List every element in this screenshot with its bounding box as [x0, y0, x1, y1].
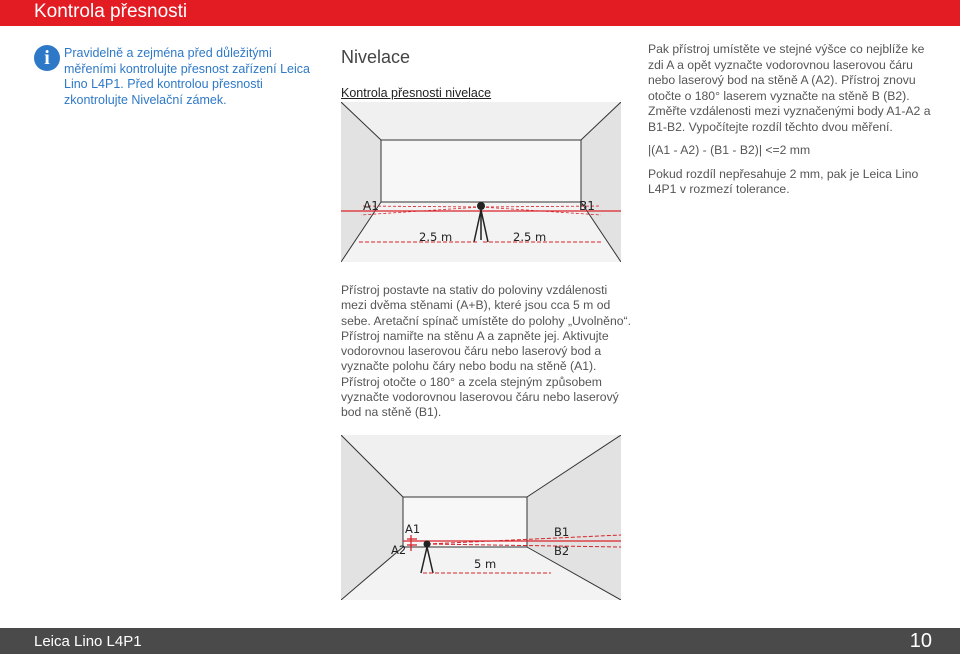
- dist-label: 5 m: [474, 557, 497, 571]
- figure-center-setup: [341, 102, 621, 262]
- right-column: [648, 42, 934, 206]
- label-a1: A1: [405, 522, 421, 536]
- info-icon: i: [34, 45, 60, 71]
- footer-doc-name: Leica Lino L4P1: [34, 633, 142, 650]
- procedure-text: Přístroj postavte na stativ do poloviny vzdálenosti mezi dvěma stěnami (A+B), které jsou cca 5 m od sebe. Aretační spínač umístěte do polohy „Uvolněno“. Přístroj namiřte na stěnu A a zapněte jej. Aktivujte vodorovnou laserovou čáru nebo laserový bod a vyznačte polohu čáry nebo bodu na stěně (A1). Přístroj otočte o 180° a zcela stejným způsobem vyznačte vodorovnou laserovou čáru nebo laserový bod na stěně (B1).: [341, 283, 631, 420]
- formula: |(A1 - A2) - (B1 - B2)| <=2 mm: [648, 143, 811, 157]
- section-subtitle: Kontrola přesnosti nivelace: [341, 86, 492, 100]
- footer-bar: [0, 628, 960, 654]
- dist-right: 2.5 m: [513, 230, 547, 244]
- section-title: Nivelace: [341, 47, 411, 67]
- figure2-svg: [341, 435, 621, 600]
- figure-wall-setup: [341, 435, 621, 600]
- label-b1: B1: [579, 199, 595, 213]
- page-number: 10: [909, 630, 932, 652]
- label-a2: A2: [391, 543, 407, 557]
- info-note: Pravidelně a zejména před důležitými měřeními kontrolujte přesnost zařízení Leica Lino L4P1. Před kontrolou přesnosti zkontrolujte Nivelační zámek.: [64, 46, 310, 107]
- right-paragraph-3: Pokud rozdíl nepřesahuje 2 mm, pak je Leica Lino L4P1 v rozmezí tolerance.: [648, 166, 919, 196]
- dist-left: 2.5 m: [419, 230, 453, 244]
- page-title: Kontrola přesnosti: [34, 1, 188, 22]
- figure1-svg: [341, 102, 621, 262]
- label-b2: B2: [554, 544, 570, 558]
- header-bar: [0, 0, 960, 26]
- label-a1: A1: [363, 199, 379, 213]
- label-b1: B1: [554, 525, 570, 539]
- right-paragraph-1: Pak přístroj umístěte ve stejné výšce co nejblíže ke zdi A a opět vyznačte vodorovnou laserovou čáru nebo laserový bod na stěně A (A2). Přístroj znovu otočte o 180° laserem vyznačte na stěně B (B2). Změřte vzdálenosti mezi vyznačenými body A1-A2 a B1-B2. Vypočítejte rozdíl těchto dvou měření.: [648, 42, 931, 134]
